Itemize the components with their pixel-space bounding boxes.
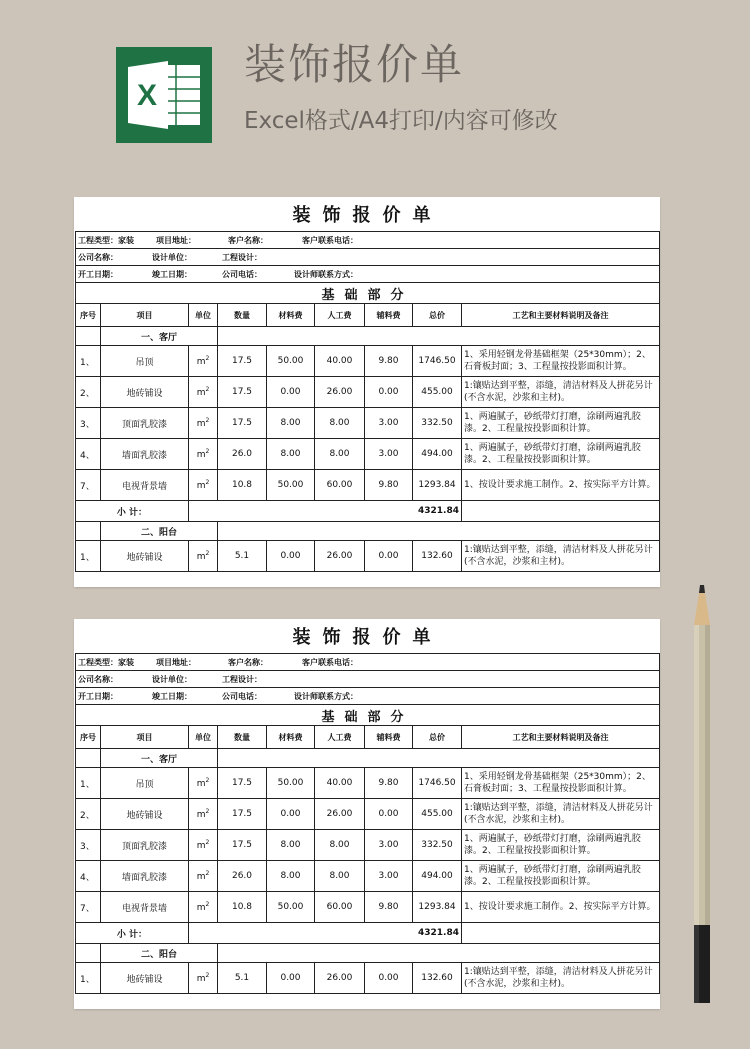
- info-row-2: [76, 671, 660, 688]
- client-phone: 客户联系电话：: [302, 657, 358, 667]
- row-labor: 26.00: [315, 799, 365, 830]
- project-address: 项目地址：: [156, 235, 196, 245]
- subtotal-label: 小 计：: [76, 501, 189, 522]
- row-name: 电视背景墙: [101, 470, 189, 501]
- row-seq: 2、: [76, 377, 101, 408]
- company-phone: 公司电话：: [222, 269, 262, 279]
- start-date: 开工日期：: [78, 269, 118, 279]
- row-total: 132.60: [413, 963, 462, 994]
- row-aux: 9.80: [365, 346, 413, 377]
- client-phone: 客户联系电话：: [302, 235, 358, 245]
- row-name: 地砖铺设: [101, 963, 189, 994]
- client-name: 客户名称：: [228, 235, 268, 245]
- row-unit: $m^2$: [189, 408, 218, 439]
- row-seq: 7、: [76, 892, 101, 923]
- row-labor: 26.00: [315, 377, 365, 408]
- row-seq: 3、: [76, 830, 101, 861]
- row-unit: $m^2$: [189, 470, 218, 501]
- section-title: 基础部分: [76, 705, 660, 726]
- table-row: [76, 470, 660, 501]
- row-name: 墙面乳胶漆: [101, 439, 189, 470]
- row-unit: $m^2$: [189, 768, 218, 799]
- row-qty: 26.0: [218, 439, 267, 470]
- row-note: 1、按设计要求施工制作。2、按实际平方计算。: [462, 892, 660, 923]
- row-material: 50.00: [267, 768, 315, 799]
- section-title: 基础部分: [76, 283, 660, 304]
- info-row-1: [76, 654, 660, 671]
- table-row: [76, 768, 660, 799]
- category-living-room: 一、客厅: [101, 749, 218, 768]
- row-note: 1:镶贴达到平整，添缝，清洁材料及人拼花另计(不含水泥，沙浆和主材)。: [462, 377, 660, 408]
- row-note: 1、按设计要求施工制作。2、按实际平方计算。: [462, 470, 660, 501]
- row-qty: 10.8: [218, 892, 267, 923]
- subtotal-label: 小 计：: [76, 923, 189, 944]
- row-material: 0.00: [267, 799, 315, 830]
- table-row: [76, 541, 660, 572]
- row-seq: 1、: [76, 768, 101, 799]
- svg-text:X: X: [136, 79, 158, 112]
- row-seq: 1、: [76, 346, 101, 377]
- row-qty: 17.5: [218, 768, 267, 799]
- row-aux: 0.00: [365, 541, 413, 572]
- row-qty: 26.0: [218, 861, 267, 892]
- row-note: 1、两遍腻子，砂纸带灯打磨，涂刷两遍乳胶漆。2、工程量按投影面积计算。: [462, 439, 660, 470]
- row-unit: $m^2$: [189, 541, 218, 572]
- row-note: 1:镶贴达到平整，添缝，清洁材料及人拼花另计(不含水泥，沙浆和主材)。: [462, 541, 660, 572]
- col-header: 数量: [218, 304, 267, 327]
- row-total: 1293.84: [413, 892, 462, 923]
- row-total: 1746.50: [413, 346, 462, 377]
- table-row: [76, 963, 660, 994]
- col-header: 项目: [101, 726, 189, 749]
- row-aux: 9.80: [365, 892, 413, 923]
- project-address: 项目地址：: [156, 657, 196, 667]
- row-material: 50.00: [267, 892, 315, 923]
- row-name: 吊顶: [101, 346, 189, 377]
- pencil-decoration: [690, 585, 714, 1005]
- table-row: [76, 799, 660, 830]
- row-note: 1、采用轻钢龙骨基础框架（25*30mm）；2、石膏板封面；3、工程量按投影面积计算。: [462, 768, 660, 799]
- row-material: 50.00: [267, 470, 315, 501]
- row-aux: 3.00: [365, 861, 413, 892]
- row-name: 地砖铺设: [101, 541, 189, 572]
- completion-date: 竣工日期：: [152, 269, 192, 279]
- row-qty: 5.1: [218, 541, 267, 572]
- page-title: 装饰报价单: [244, 40, 465, 89]
- table-row: [76, 346, 660, 377]
- row-qty: 17.5: [218, 408, 267, 439]
- table-row: [76, 408, 660, 439]
- row-material: 0.00: [267, 377, 315, 408]
- company-phone: 公司电话：: [222, 691, 262, 701]
- row-name: 地砖铺设: [101, 799, 189, 830]
- row-aux: 3.00: [365, 830, 413, 861]
- row-material: 0.00: [267, 963, 315, 994]
- col-header: 序号: [76, 304, 101, 327]
- col-header: 项目: [101, 304, 189, 327]
- row-material: 8.00: [267, 861, 315, 892]
- row-labor: 8.00: [315, 861, 365, 892]
- sheet-title: 装饰报价单: [76, 619, 660, 654]
- design-unit: 设计单位：: [152, 252, 192, 262]
- col-header: 人工费: [315, 304, 365, 327]
- row-note: 1、两遍腻子，砂纸带灯打磨，涂刷两遍乳胶漆。2、工程量按投影面积计算。: [462, 830, 660, 861]
- row-name: 吊顶: [101, 768, 189, 799]
- row-qty: 17.5: [218, 346, 267, 377]
- row-aux: 0.00: [365, 799, 413, 830]
- row-qty: 17.5: [218, 799, 267, 830]
- col-header: 总价: [413, 726, 462, 749]
- col-header: 数量: [218, 726, 267, 749]
- row-seq: 1、: [76, 541, 101, 572]
- info-row-2: [76, 249, 660, 266]
- col-header: 材料费: [267, 304, 315, 327]
- row-qty: 17.5: [218, 377, 267, 408]
- row-material: 50.00: [267, 346, 315, 377]
- row-material: 8.00: [267, 408, 315, 439]
- col-header: 材料费: [267, 726, 315, 749]
- row-unit: $m^2$: [189, 892, 218, 923]
- sheet-preview-2: [74, 619, 660, 1009]
- row-name: 电视背景墙: [101, 892, 189, 923]
- row-seq: 2、: [76, 799, 101, 830]
- category-balcony: 二、阳台: [101, 944, 218, 963]
- col-header: 工艺和主要材料说明及备注: [462, 726, 660, 749]
- row-name: 地砖铺设: [101, 377, 189, 408]
- row-unit: $m^2$: [189, 799, 218, 830]
- row-seq: 1、: [76, 963, 101, 994]
- page-subtitle: Excel格式/A4打印/内容可修改: [244, 108, 558, 134]
- row-labor: 40.00: [315, 346, 365, 377]
- row-material: 8.00: [267, 830, 315, 861]
- row-aux: 3.00: [365, 439, 413, 470]
- row-name: 顶面乳胶漆: [101, 830, 189, 861]
- row-unit: $m^2$: [189, 830, 218, 861]
- company-name: 公司名称：: [78, 674, 118, 684]
- row-seq: 4、: [76, 439, 101, 470]
- info-row-1: [76, 232, 660, 249]
- row-total: 332.50: [413, 830, 462, 861]
- design-unit: 设计单位：: [152, 674, 192, 684]
- row-aux: 0.00: [365, 963, 413, 994]
- col-header: 单位: [189, 726, 218, 749]
- row-unit: $m^2$: [189, 861, 218, 892]
- row-aux: 0.00: [365, 377, 413, 408]
- info-row-3: [76, 688, 660, 705]
- row-labor: 60.00: [315, 892, 365, 923]
- completion-date: 竣工日期：: [152, 691, 192, 701]
- excel-icon: [116, 47, 212, 143]
- quote-table: [75, 619, 660, 994]
- row-note: 1:镶贴达到平整，添缝，清洁材料及人拼花另计(不含水泥，沙浆和主材)。: [462, 799, 660, 830]
- row-total: 494.00: [413, 439, 462, 470]
- project-type: 工程类型：家装: [78, 657, 134, 667]
- row-qty: 17.5: [218, 830, 267, 861]
- row-labor: 60.00: [315, 470, 365, 501]
- table-row: [76, 861, 660, 892]
- col-header: 工艺和主要材料说明及备注: [462, 304, 660, 327]
- row-total: 455.00: [413, 799, 462, 830]
- row-total: 1746.50: [413, 768, 462, 799]
- row-unit: $m^2$: [189, 346, 218, 377]
- table-row: [76, 892, 660, 923]
- row-total: 332.50: [413, 408, 462, 439]
- row-unit: $m^2$: [189, 963, 218, 994]
- row-aux: 9.80: [365, 470, 413, 501]
- row-unit: $m^2$: [189, 439, 218, 470]
- row-aux: 9.80: [365, 768, 413, 799]
- client-name: 客户名称：: [228, 657, 268, 667]
- designer-contact: 设计师联系方式：: [294, 269, 358, 279]
- row-seq: 7、: [76, 470, 101, 501]
- row-total: 494.00: [413, 861, 462, 892]
- info-row-3: [76, 266, 660, 283]
- col-header: 辅料费: [365, 304, 413, 327]
- row-aux: 3.00: [365, 408, 413, 439]
- table-row: [76, 439, 660, 470]
- row-qty: 5.1: [218, 963, 267, 994]
- row-labor: 40.00: [315, 768, 365, 799]
- table-row: [76, 830, 660, 861]
- row-note: 1、两遍腻子，砂纸带灯打磨，涂刷两遍乳胶漆。2、工程量按投影面积计算。: [462, 408, 660, 439]
- col-header: 辅料费: [365, 726, 413, 749]
- row-seq: 3、: [76, 408, 101, 439]
- row-note: 1:镶贴达到平整，添缝，清洁材料及人拼花另计(不含水泥，沙浆和主材)。: [462, 963, 660, 994]
- engineering-design: 工程设计：: [222, 252, 262, 262]
- row-labor: 8.00: [315, 830, 365, 861]
- company-name: 公司名称：: [78, 252, 118, 262]
- quote-table: [75, 197, 660, 572]
- row-qty: 10.8: [218, 470, 267, 501]
- category-balcony: 二、阳台: [101, 522, 218, 541]
- subtotal-value: 4321.84: [189, 501, 462, 522]
- row-seq: 4、: [76, 861, 101, 892]
- row-labor: 8.00: [315, 408, 365, 439]
- table-row: [76, 377, 660, 408]
- row-name: 墙面乳胶漆: [101, 861, 189, 892]
- project-type: 工程类型：家装: [78, 235, 134, 245]
- col-header: 单位: [189, 304, 218, 327]
- row-total: 455.00: [413, 377, 462, 408]
- row-total: 1293.84: [413, 470, 462, 501]
- sheet-title: 装饰报价单: [76, 197, 660, 232]
- col-header: 总价: [413, 304, 462, 327]
- row-unit: $m^2$: [189, 377, 218, 408]
- engineering-design: 工程设计：: [222, 674, 262, 684]
- row-labor: 26.00: [315, 541, 365, 572]
- row-name: 顶面乳胶漆: [101, 408, 189, 439]
- col-header: 序号: [76, 726, 101, 749]
- sheet-preview-1: [74, 197, 660, 587]
- row-labor: 26.00: [315, 963, 365, 994]
- row-labor: 8.00: [315, 439, 365, 470]
- row-note: 1、两遍腻子，砂纸带灯打磨，涂刷两遍乳胶漆。2、工程量按投影面积计算。: [462, 861, 660, 892]
- row-material: 0.00: [267, 541, 315, 572]
- col-header: 人工费: [315, 726, 365, 749]
- row-material: 8.00: [267, 439, 315, 470]
- subtotal-value: 4321.84: [189, 923, 462, 944]
- row-total: 132.60: [413, 541, 462, 572]
- designer-contact: 设计师联系方式：: [294, 691, 358, 701]
- category-living-room: 一、客厅: [101, 327, 218, 346]
- start-date: 开工日期：: [78, 691, 118, 701]
- row-note: 1、采用轻钢龙骨基础框架（25*30mm）；2、石膏板封面；3、工程量按投影面积计算。: [462, 346, 660, 377]
